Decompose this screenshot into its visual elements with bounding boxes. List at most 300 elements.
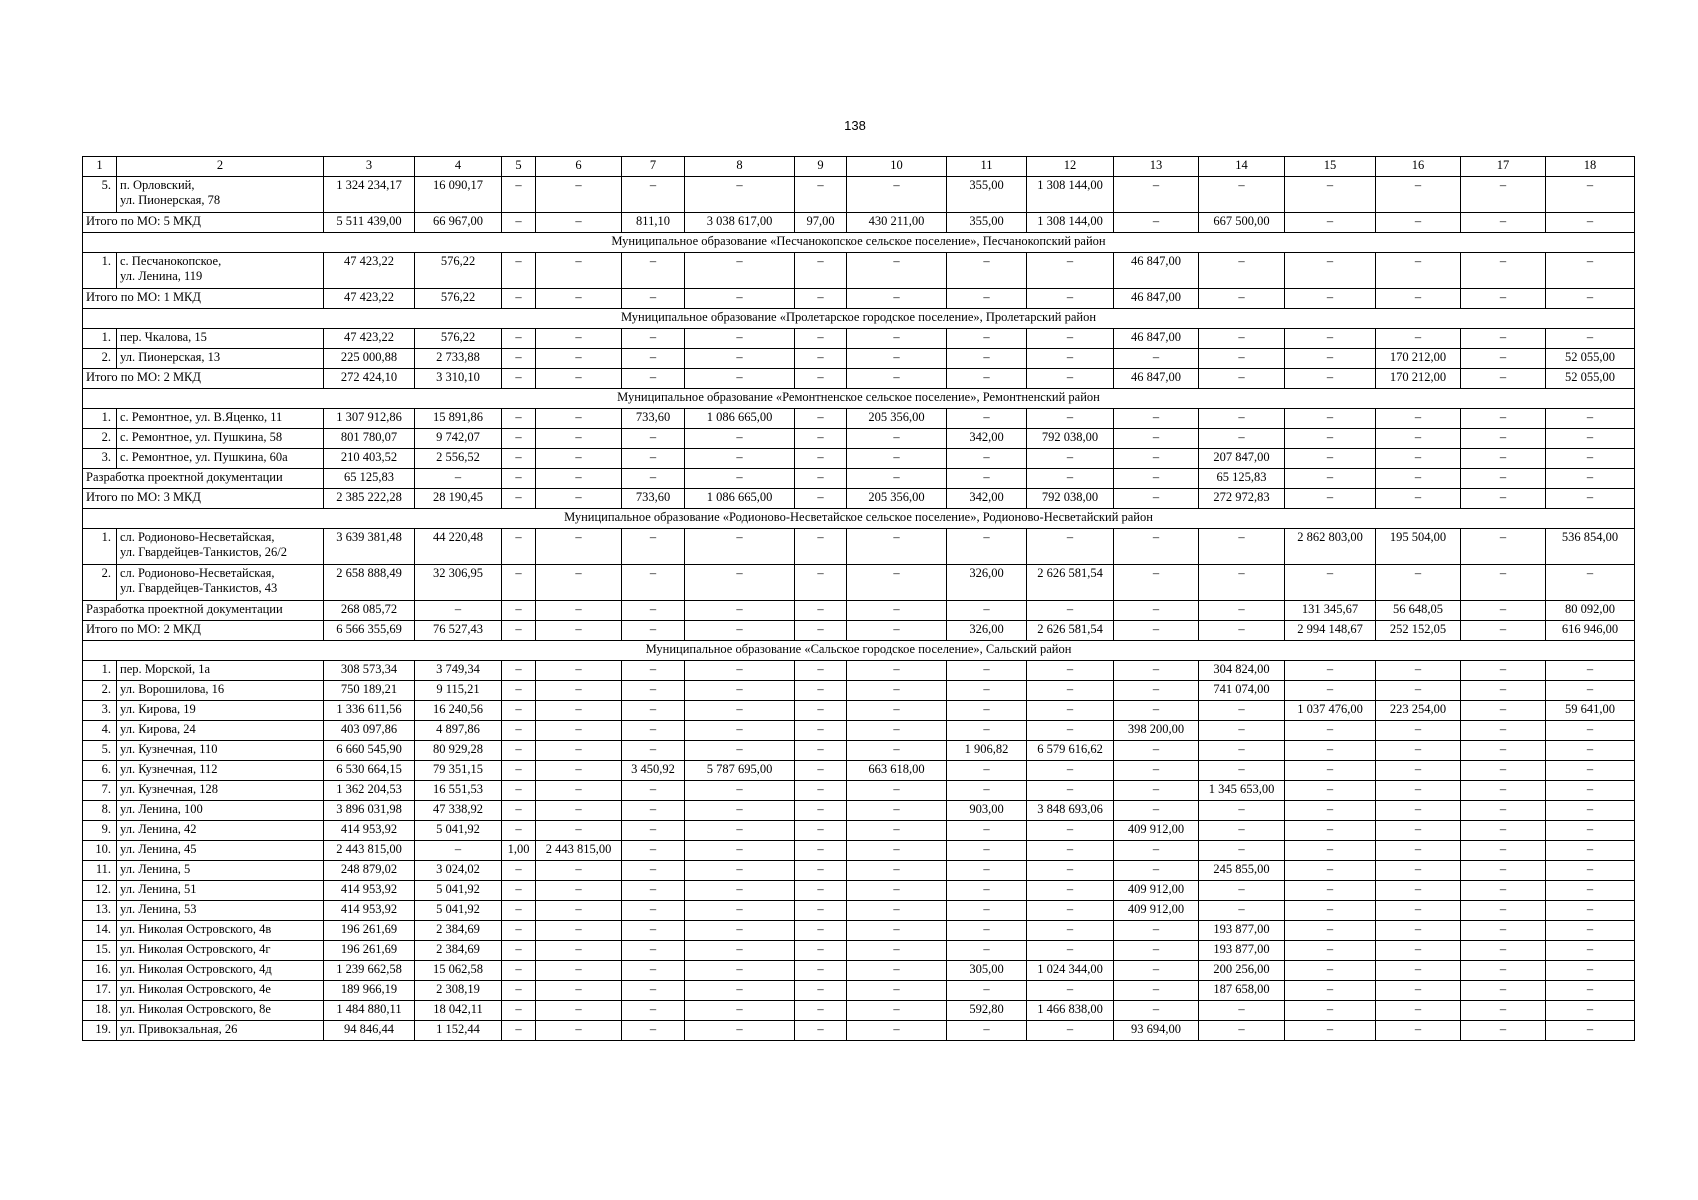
table-cell: – — [1546, 409, 1635, 429]
total-row — [83, 469, 1635, 489]
table-cell: – — [1199, 841, 1285, 861]
table-cell: – — [947, 781, 1027, 801]
row-index: 5. — [83, 741, 117, 761]
table-cell: 187 658,00 — [1199, 981, 1285, 1001]
table-cell: – — [536, 601, 622, 621]
table-cell: – — [795, 329, 847, 349]
table-cell: – — [622, 981, 685, 1001]
table-cell: – — [536, 761, 622, 781]
table-cell: – — [795, 961, 847, 981]
table-cell: 1 466 838,00 — [1027, 1001, 1114, 1021]
table-cell: – — [1546, 961, 1635, 981]
table-cell: 663 618,00 — [847, 761, 947, 781]
address-cell: сл. Родионово-Несветайская, ул. Гвардейцев-Танкистов, 26/2 — [117, 529, 324, 565]
total-row — [83, 369, 1635, 389]
table-row — [83, 681, 1635, 701]
table-cell: – — [685, 821, 795, 841]
table-cell: – — [502, 881, 536, 901]
table-cell: 2 308,19 — [415, 981, 502, 1001]
table-cell: – — [536, 429, 622, 449]
table-cell: – — [795, 1001, 847, 1021]
table-cell: – — [1027, 941, 1114, 961]
table-cell: 576,22 — [415, 253, 502, 289]
table-cell: – — [947, 329, 1027, 349]
table-cell: 409 912,00 — [1114, 901, 1199, 921]
address-cell: ул. Ленина, 51 — [117, 881, 324, 901]
table-cell: – — [1461, 177, 1546, 213]
table-cell: – — [536, 861, 622, 881]
address-cell: сл. Родионово-Несветайская, ул. Гвардейцев-Танкистов, 43 — [117, 565, 324, 601]
table-cell: – — [1461, 941, 1546, 961]
table-cell: 80 929,28 — [415, 741, 502, 761]
total-label: Итого по МО: 5 МКД — [83, 213, 324, 233]
address-cell: ул. Кузнечная, 128 — [117, 781, 324, 801]
table-cell: – — [685, 1001, 795, 1021]
table-cell: 9 115,21 — [415, 681, 502, 701]
table-cell: – — [1199, 901, 1285, 921]
table-cell: – — [1114, 601, 1199, 621]
table-cell: – — [622, 369, 685, 389]
table-cell: 903,00 — [947, 801, 1027, 821]
total-row — [83, 621, 1635, 641]
table-cell: – — [622, 861, 685, 881]
table-cell: – — [1546, 213, 1635, 233]
table-cell: – — [947, 981, 1027, 1001]
table-cell: – — [1376, 841, 1461, 861]
table-cell: – — [1546, 177, 1635, 213]
table-cell: – — [847, 449, 947, 469]
table-cell: – — [1027, 601, 1114, 621]
table-cell: – — [1461, 289, 1546, 309]
address-cell: ул. Ленина, 53 — [117, 901, 324, 921]
table-cell: – — [1546, 661, 1635, 681]
table-cell: – — [536, 801, 622, 821]
address-cell: ул. Ворошилова, 16 — [117, 681, 324, 701]
table-cell: – — [947, 253, 1027, 289]
table-cell: – — [415, 841, 502, 861]
table-cell: – — [947, 721, 1027, 741]
table-cell: – — [1199, 821, 1285, 841]
table-cell: – — [1285, 329, 1376, 349]
table-row — [83, 1021, 1635, 1041]
table-cell: – — [1546, 289, 1635, 309]
table-cell: – — [1114, 861, 1199, 881]
table-cell: – — [1114, 701, 1199, 721]
address-cell: ул. Ленина, 45 — [117, 841, 324, 861]
table-cell: – — [1546, 881, 1635, 901]
table-cell: – — [502, 289, 536, 309]
table-cell: – — [1285, 1001, 1376, 1021]
table-cell: 576,22 — [415, 289, 502, 309]
table-cell: – — [1546, 901, 1635, 921]
table-cell: – — [1376, 761, 1461, 781]
table-cell: 18 042,11 — [415, 1001, 502, 1021]
table-cell: 2 733,88 — [415, 349, 502, 369]
table-cell: – — [795, 761, 847, 781]
table-cell: – — [1285, 1021, 1376, 1041]
table-cell: – — [1199, 1021, 1285, 1041]
table-cell: – — [1199, 761, 1285, 781]
table-cell: – — [685, 721, 795, 741]
table-cell: – — [1376, 681, 1461, 701]
table-cell: – — [1285, 681, 1376, 701]
address-cell: ул. Ленина, 42 — [117, 821, 324, 841]
table-cell: – — [622, 801, 685, 821]
table-cell: – — [1285, 469, 1376, 489]
table-cell: 32 306,95 — [415, 565, 502, 601]
table-cell: – — [947, 861, 1027, 881]
table-cell: 205 356,00 — [847, 409, 947, 429]
section-title: Муниципальное образование «Родионово-Несветайское сельское поселение», Родионово-Несветайский район — [83, 509, 1635, 529]
table-cell: 56 648,05 — [1376, 601, 1461, 621]
table-cell: – — [1199, 565, 1285, 601]
row-index: 1. — [83, 661, 117, 681]
table-cell: – — [685, 289, 795, 309]
table-cell: – — [622, 621, 685, 641]
table-cell: 1 037 476,00 — [1285, 701, 1376, 721]
table-cell: – — [947, 469, 1027, 489]
table-cell: 342,00 — [947, 429, 1027, 449]
table-cell: – — [1114, 621, 1199, 641]
table-cell: – — [502, 601, 536, 621]
table-cell: 15 062,58 — [415, 961, 502, 981]
table-cell: – — [1285, 565, 1376, 601]
table-cell: – — [536, 253, 622, 289]
table-cell: – — [947, 701, 1027, 721]
table-cell: 667 500,00 — [1199, 213, 1285, 233]
table-cell: – — [685, 841, 795, 861]
table-cell: – — [947, 921, 1027, 941]
table-cell: – — [1546, 921, 1635, 941]
table-cell: – — [1199, 529, 1285, 565]
table-cell: – — [1376, 861, 1461, 881]
total-row — [83, 489, 1635, 509]
table-cell: – — [1285, 921, 1376, 941]
table-cell: – — [1114, 469, 1199, 489]
table-cell: – — [1546, 861, 1635, 881]
table-cell: – — [1461, 489, 1546, 509]
table-cell: – — [1114, 449, 1199, 469]
table-cell: – — [685, 961, 795, 981]
table-cell: 616 946,00 — [1546, 621, 1635, 641]
table-cell: – — [1376, 469, 1461, 489]
table-cell: – — [502, 369, 536, 389]
table-cell: – — [1114, 661, 1199, 681]
table-cell: – — [847, 741, 947, 761]
table-row — [83, 861, 1635, 881]
table-cell: 248 879,02 — [324, 861, 415, 881]
table-cell: 52 055,00 — [1546, 349, 1635, 369]
table-cell: 65 125,83 — [1199, 469, 1285, 489]
table-cell: – — [622, 701, 685, 721]
table-cell: 272 972,83 — [1199, 489, 1285, 509]
table-cell: – — [1461, 741, 1546, 761]
column-number-cell: 1 — [83, 157, 117, 177]
table-cell: – — [502, 253, 536, 289]
table-cell: – — [947, 901, 1027, 921]
address-cell: ул. Кирова, 19 — [117, 701, 324, 721]
table-row — [83, 901, 1635, 921]
table-cell: – — [536, 289, 622, 309]
table-cell: 46 847,00 — [1114, 253, 1199, 289]
table-cell: – — [1285, 861, 1376, 881]
table-cell: 16 551,53 — [415, 781, 502, 801]
table-cell: – — [1027, 821, 1114, 841]
table-cell: – — [947, 409, 1027, 429]
table-cell: – — [502, 329, 536, 349]
table-cell: – — [502, 941, 536, 961]
section-title: Муниципальное образование «Пролетарское городское поселение», Пролетарский район — [83, 309, 1635, 329]
table-cell: – — [1114, 921, 1199, 941]
table-cell: 733,60 — [622, 489, 685, 509]
table-cell: – — [685, 881, 795, 901]
table-cell: – — [1461, 681, 1546, 701]
address-cell: ул. Пионерская, 13 — [117, 349, 324, 369]
table-cell: 355,00 — [947, 213, 1027, 233]
table-cell: – — [1114, 213, 1199, 233]
table-cell: – — [1546, 841, 1635, 861]
table-cell: – — [536, 469, 622, 489]
table-cell: 398 200,00 — [1114, 721, 1199, 741]
column-number-cell: 15 — [1285, 157, 1376, 177]
section-title: Муниципальное образование «Песчанокопское сельское поселение», Песчанокопский район — [83, 233, 1635, 253]
table-cell: – — [502, 781, 536, 801]
address-cell: ул. Ленина, 5 — [117, 861, 324, 881]
table-cell: 1 152,44 — [415, 1021, 502, 1041]
table-cell: – — [536, 961, 622, 981]
table-cell: 210 403,52 — [324, 449, 415, 469]
table-cell: – — [1461, 621, 1546, 641]
table-cell: – — [536, 941, 622, 961]
column-number-cell: 17 — [1461, 157, 1546, 177]
table-cell: 733,60 — [622, 409, 685, 429]
table-cell: – — [795, 601, 847, 621]
table-cell: – — [685, 469, 795, 489]
table-cell: – — [1546, 761, 1635, 781]
table-cell: – — [1027, 529, 1114, 565]
table-cell: – — [795, 529, 847, 565]
table-cell: – — [536, 881, 622, 901]
table-cell: – — [1285, 841, 1376, 861]
table-cell: – — [502, 981, 536, 1001]
table-cell: 792 038,00 — [1027, 429, 1114, 449]
table-cell: 5 511 439,00 — [324, 213, 415, 233]
table-cell: 2 862 803,00 — [1285, 529, 1376, 565]
table-cell: – — [622, 429, 685, 449]
table-cell: – — [1285, 253, 1376, 289]
address-cell: ул. Николая Островского, 4д — [117, 961, 324, 981]
table-cell: – — [847, 681, 947, 701]
table-cell: – — [1461, 253, 1546, 289]
page-number: 138 — [844, 118, 866, 133]
table-cell: 304 824,00 — [1199, 661, 1285, 681]
table-cell: – — [1027, 781, 1114, 801]
table-cell: – — [1546, 253, 1635, 289]
table-cell: – — [502, 901, 536, 921]
table-cell: – — [847, 349, 947, 369]
table-cell: – — [502, 661, 536, 681]
table-cell: – — [502, 213, 536, 233]
table-cell: – — [1114, 941, 1199, 961]
row-index: 14. — [83, 921, 117, 941]
table-cell: – — [847, 1021, 947, 1041]
table-cell: 6 579 616,62 — [1027, 741, 1114, 761]
table-cell: 6 660 545,90 — [324, 741, 415, 761]
table-row — [83, 529, 1635, 565]
address-cell: п. Орловский, ул. Пионерская, 78 — [117, 177, 324, 213]
table-cell: – — [536, 409, 622, 429]
table-cell: – — [795, 409, 847, 429]
table-cell: – — [847, 621, 947, 641]
table-cell: – — [1114, 681, 1199, 701]
table-cell: – — [1199, 329, 1285, 349]
table-cell: 3 450,92 — [622, 761, 685, 781]
row-index: 19. — [83, 1021, 117, 1041]
table-cell: – — [1027, 369, 1114, 389]
table-row — [83, 329, 1635, 349]
table-cell: 46 847,00 — [1114, 369, 1199, 389]
table-cell: – — [1376, 409, 1461, 429]
table-cell: – — [536, 489, 622, 509]
table-cell: – — [502, 1021, 536, 1041]
table-cell: 5 787 695,00 — [685, 761, 795, 781]
table-cell: – — [1285, 409, 1376, 429]
table-cell: – — [536, 177, 622, 213]
table-cell: 195 504,00 — [1376, 529, 1461, 565]
table-row — [83, 941, 1635, 961]
table-row — [83, 921, 1635, 941]
table-cell: 2 384,69 — [415, 921, 502, 941]
table-cell: – — [1285, 449, 1376, 469]
row-index: 4. — [83, 721, 117, 741]
table-cell: – — [795, 681, 847, 701]
table-row — [83, 721, 1635, 741]
table-cell: – — [502, 349, 536, 369]
table-row — [83, 449, 1635, 469]
table-cell: – — [1285, 981, 1376, 1001]
address-cell: ул. Кирова, 24 — [117, 721, 324, 741]
table-cell: – — [795, 289, 847, 309]
table-cell: 1 024 344,00 — [1027, 961, 1114, 981]
row-index: 16. — [83, 961, 117, 981]
table-cell: – — [1114, 409, 1199, 429]
table-cell: – — [502, 681, 536, 701]
table-cell: – — [536, 781, 622, 801]
table-cell: – — [1376, 981, 1461, 1001]
table-cell: – — [502, 721, 536, 741]
table-cell: – — [847, 861, 947, 881]
table-cell: – — [622, 177, 685, 213]
table-cell: 2 385 222,28 — [324, 489, 415, 509]
table-cell: – — [847, 821, 947, 841]
table-cell: – — [502, 821, 536, 841]
table-cell: – — [1461, 529, 1546, 565]
table-cell: – — [847, 329, 947, 349]
total-row — [83, 601, 1635, 621]
table-cell: – — [1546, 449, 1635, 469]
table-cell: – — [536, 921, 622, 941]
table-cell: – — [1461, 781, 1546, 801]
table-row — [83, 429, 1635, 449]
table-cell: – — [795, 349, 847, 369]
table-row — [83, 661, 1635, 681]
table-cell: 2 443 815,00 — [536, 841, 622, 861]
table-cell: – — [947, 661, 1027, 681]
table-cell: – — [795, 981, 847, 1001]
table-row — [83, 881, 1635, 901]
table-cell: – — [1376, 961, 1461, 981]
table-cell: – — [1546, 741, 1635, 761]
table-cell: 409 912,00 — [1114, 881, 1199, 901]
table-cell: 2 443 815,00 — [324, 841, 415, 861]
table-cell: – — [502, 489, 536, 509]
table-cell: 170 212,00 — [1376, 369, 1461, 389]
table-cell: – — [1376, 289, 1461, 309]
table-cell: – — [1285, 661, 1376, 681]
table-cell: – — [1199, 369, 1285, 389]
table-cell: – — [622, 529, 685, 565]
table-cell: – — [622, 961, 685, 981]
table-cell: 66 967,00 — [415, 213, 502, 233]
table-cell: 5 041,92 — [415, 821, 502, 841]
table-cell: – — [795, 801, 847, 821]
row-index: 10. — [83, 841, 117, 861]
table-cell: – — [1376, 1021, 1461, 1041]
table-cell: – — [1199, 289, 1285, 309]
table-cell: – — [622, 1001, 685, 1021]
table-cell: 80 092,00 — [1546, 601, 1635, 621]
table-cell: – — [1376, 801, 1461, 821]
table-cell: 1 484 880,11 — [324, 1001, 415, 1021]
table-cell: 16 090,17 — [415, 177, 502, 213]
table-cell: – — [622, 821, 685, 841]
table-cell: – — [502, 429, 536, 449]
table-cell: – — [622, 941, 685, 961]
table-cell: – — [847, 901, 947, 921]
table-cell: – — [1199, 881, 1285, 901]
table-cell: 205 356,00 — [847, 489, 947, 509]
table-cell: – — [1199, 721, 1285, 741]
table-cell: – — [502, 469, 536, 489]
column-number-cell: 12 — [1027, 157, 1114, 177]
table-cell: 3 896 031,98 — [324, 801, 415, 821]
table-row — [83, 349, 1635, 369]
table-cell: 189 966,19 — [324, 981, 415, 1001]
row-index: 1. — [83, 253, 117, 289]
table-cell: – — [1285, 801, 1376, 821]
table-cell: – — [1199, 429, 1285, 449]
section-title: Муниципальное образование «Ремонтненское сельское поселение», Ремонтненский район — [83, 389, 1635, 409]
table-cell: 76 527,43 — [415, 621, 502, 641]
table-cell: – — [1285, 213, 1376, 233]
table-cell: – — [1546, 941, 1635, 961]
table-cell: – — [847, 369, 947, 389]
table-cell: – — [947, 1021, 1027, 1041]
table-cell: – — [795, 781, 847, 801]
table-cell: 193 877,00 — [1199, 921, 1285, 941]
table-cell: 414 953,92 — [324, 821, 415, 841]
row-index: 17. — [83, 981, 117, 1001]
table-cell: – — [947, 821, 1027, 841]
table-cell: – — [415, 469, 502, 489]
table-cell: 200 256,00 — [1199, 961, 1285, 981]
table-cell: – — [536, 1001, 622, 1021]
table-cell: – — [685, 253, 795, 289]
table-cell: – — [1546, 329, 1635, 349]
table-cell: – — [1114, 781, 1199, 801]
table-cell: 305,00 — [947, 961, 1027, 981]
row-index: 1. — [83, 529, 117, 565]
